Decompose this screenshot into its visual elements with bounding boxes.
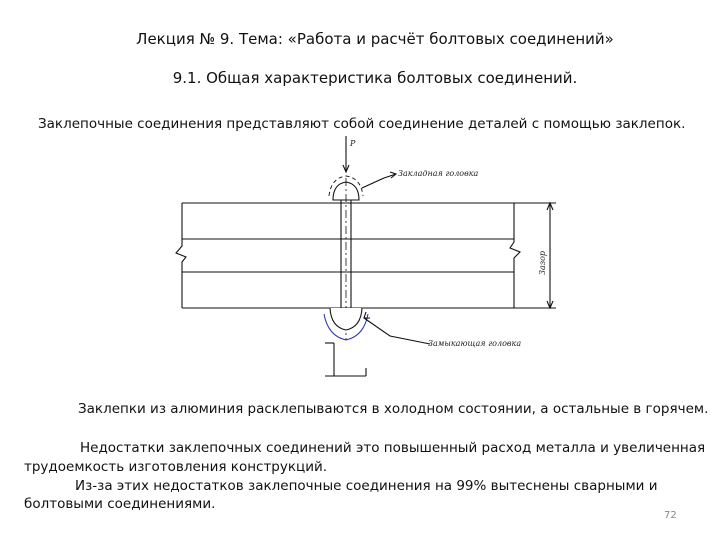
bottom-label-leader — [364, 318, 430, 344]
intro-paragraph: Заклепочные соединения представляют собой соединение деталей с помощью заклепок. — [38, 116, 686, 132]
paragraph-replacement-line1: Из-за этих недостатков заклепочные соединения на 99% вытеснены сварными и — [75, 478, 658, 494]
page-number: 72 — [664, 510, 677, 521]
top-label-leader — [362, 174, 396, 188]
paragraph-disadvantages-line2: трудоемкость изготовления конструкций. — [24, 459, 328, 475]
top-head-label: Закладная головка — [398, 169, 479, 178]
rivet-bottom-head — [330, 308, 362, 330]
paragraph-cold-riveting: Заклепки из алюминия расклепываются в холодном состоянии, а остальные в горячем. — [78, 401, 709, 417]
right-break-line — [510, 203, 520, 308]
paragraph-disadvantages-line1: Недостатки заклепочных соединений это повышенный расход металла и увеличенная — [80, 440, 706, 456]
plate-lines — [182, 203, 514, 308]
left-break-line — [176, 203, 186, 308]
paragraph-replacement-line2: болтовыми соединениями. — [24, 496, 216, 512]
force-label: P — [350, 139, 356, 148]
support-bracket — [325, 343, 366, 376]
section-subtitle: 9.1. Общая характеристика болтовых соединений. — [172, 69, 578, 87]
force-arrow — [343, 136, 349, 172]
dimension-line — [514, 203, 556, 308]
lecture-title: Лекция № 9. Тема: «Работа и расчёт болтовых соединений» — [136, 30, 614, 48]
dimension-label: Зазор — [538, 250, 547, 275]
bottom-head-label: Замыкающая головка — [428, 339, 522, 348]
